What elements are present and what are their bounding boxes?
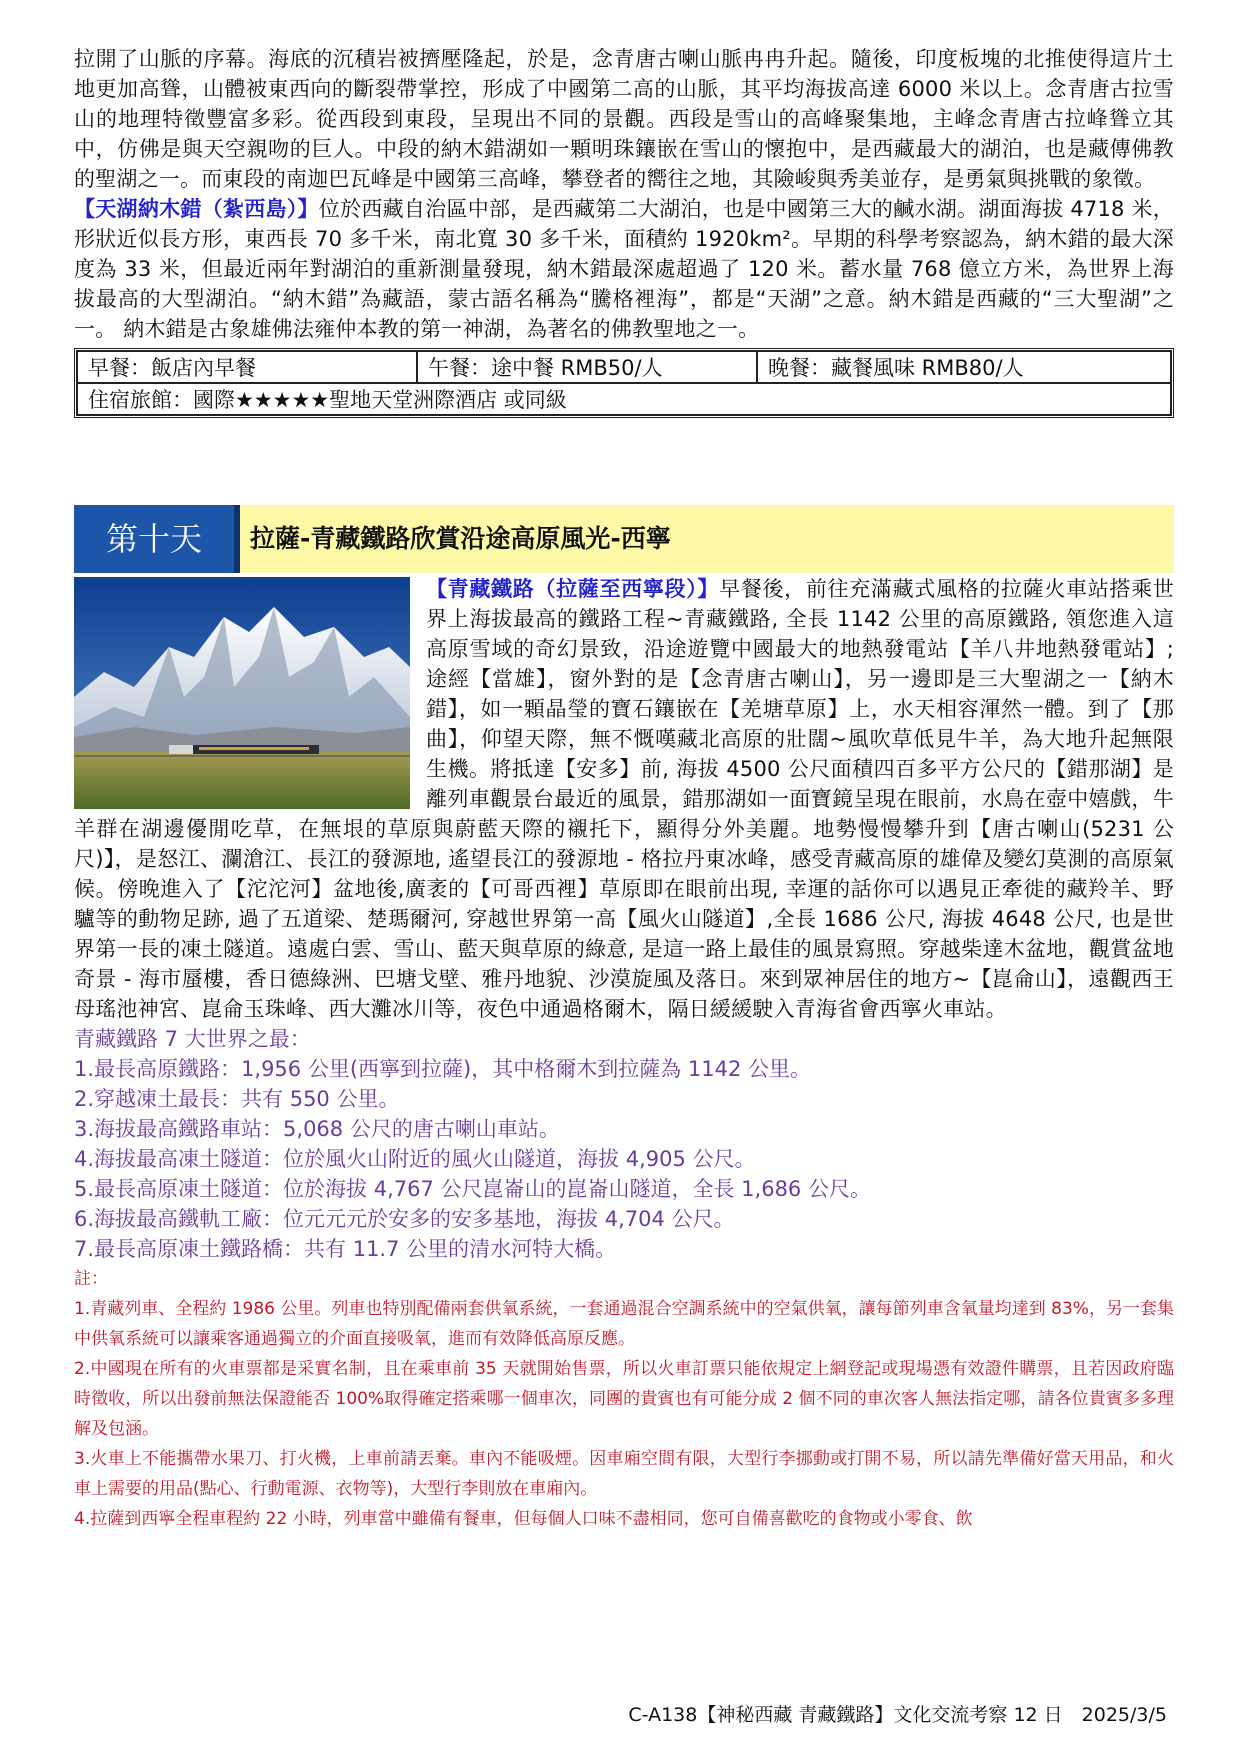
day-badge: 第十天 [74, 505, 234, 573]
namtso-text: 位於西藏自治區中部，是西藏第二大湖泊，也是中國第三大的鹹水湖。湖面海拔 4718 米，形狀近似長方形，東西長 70 多千米，南北寬 30 多千米，面積約 1920km²。早期的科學考察認為，納木錯的最大深度為 33 米，但最近兩年對湖泊的重新測量發現，納木錯最深處超過了 120 米。蓄水量 768 億立方米，為世界上海拔最高的大型湖泊。“納木錯”為藏語，蒙古語名稱為“騰格裡海”，都是“天湖”之意。納木錯是西藏的“三大聖湖”之一。 納木錯是古象雄佛法雍仲本教的第一神湖，為著名的佛教聖地之一。 [74, 197, 1175, 341]
dinner-cell: 晚餐：藏餐風味 RMB80/人 [757, 351, 1171, 383]
lunch-cell: 午餐：途中餐 RMB50/人 [417, 351, 757, 383]
record-item: 1.最長高原鐵路：1,956 公里(西寧到拉薩)，其中格爾木到拉薩為 1142 公里。 [74, 1057, 812, 1081]
day-title: 拉薩-青藏鐵路欣賞沿途高原風光-西寧 [250, 524, 671, 553]
hotel-cell: 住宿旅館：國際★★★★★聖地天堂洲際酒店 或同級 [77, 383, 1171, 415]
record-item: 7.最長高原凍土鐵路橋：共有 11.7 公里的清水河特大橋。 [74, 1237, 617, 1261]
record-item: 2.穿越凍土最長：共有 550 公里。 [74, 1087, 400, 1111]
railway-title: 【青藏鐵路（拉薩至西寧段）】 [426, 577, 720, 601]
record-item: 5.最長高原凍土隧道：位於海拔 4,767 公尺崑崙山的崑崙山隧道，全長 1,686 公尺。 [74, 1177, 871, 1201]
meals-table [74, 348, 1174, 418]
day-badge-edge [234, 505, 240, 573]
railway-section [74, 574, 1174, 1534]
record-item: 4.海拔最高凍土隧道：位於風火山附近的風火山隧道，海拔 4,905 公尺。 [74, 1147, 756, 1171]
records-heading: 青藏鐵路 7 大世界之最： [74, 1027, 311, 1051]
record-item: 3.海拔最高鐵路車站：5,068 公尺的唐古喇山車站。 [74, 1117, 560, 1141]
namtso-paragraph [74, 194, 1174, 344]
note-item: 1.青藏列車、全程約 1986 公里。列車也特別配備兩套供氧系統，一套通過混合空調系統中的空氣供氧，讓每節列車含氧量均達到 83%，另一套集中供氧系統可以讓乘客通過獨立的介面直接吸氧，進而有效降低高原反應。 [74, 1299, 1174, 1349]
railway-text: 早餐後，前往充滿藏式風格的拉薩火車站搭乘世界上海拔最高的鐵路工程~青藏鐵路, 全長 1142 公里的高原鐵路, 領您進入這高原雪域的奇幻景致，沿途遊覽中國最大的地熱發電站【羊八井地熱發電站】; 途經【當雄】，窗外對的是【念青唐古喇山】，另一邊即是三大聖湖之一【納木錯】，如一顆晶瑩的寶石鑲嵌在【羌塘草原】上，水天相容渾然一體。到了【那曲】，仰望天際，無不慨嘆藏北高原的壯闊~風吹草低見牛羊，為大地升起無限生機。將抵達【安多】前, 海拔 4500 公尺面積四百多平方公尺的【錯那湖】是離列車觀景台最近的風景，錯那湖如一面寶鏡呈現在眼前，水鳥在壺中嬉戲，牛羊群在湖邊優閒吃草，在無垠的草原與蔚藍天際的襯托下，顯得分外美麗。地勢慢慢攀升到【唐古喇山(5231 公尺)】，是怒江、瀾滄江、長江的發源地, 遙望長江的發源地 - 格拉丹東冰峰，感受青藏高原的雄偉及變幻莫測的高原氣候。傍晚進入了【沱沱河】盆地後,廣袤的【可哥西裡】草原即在眼前出現, 幸運的話你可以遇見正牽徙的藏羚羊、野驢等的動物足跡, 過了五道梁、楚瑪爾河, 穿越世界第一高【風火山隧道】,全長 1686 公尺, 海拔 4648 公尺, 也是世界第一長的凍土隧道。遠處白雲、雪山、藍天與草原的綠意, 是這一路上最佳的風景寫照。穿越柴達木盆地，觀賞盆地奇景 - 海市蜃樓，香日德綠洲、巴塘戈壁、雅丹地貌、沙漠旋風及落日。來到眾神居住的地方~【崑侖山】，遠觀西王母瑤池神宮、崑侖玉珠峰、西大灘冰川等，夜色中通過格爾木，隔日緩緩駛入青海省會西寧火車站。 [74, 577, 1174, 1021]
breakfast-cell: 早餐：飯店內早餐 [77, 351, 417, 383]
notes-heading: 註： [74, 1269, 108, 1289]
namtso-title: 【天湖納木錯（紮西島）】 [74, 197, 319, 221]
photo-spacer [74, 574, 426, 814]
intro-section [74, 44, 1174, 418]
intro-paragraph: 拉開了山脈的序幕。海底的沉積岩被擠壓隆起，於是，念青唐古喇山脈冉冉升起。隨後，印度板塊的北推使得這片土地更加高聳，山體被東西向的斷裂帶掌控，形成了中國第二高的山脈，其平均海拔高達 6000 米以上。念青唐古拉雪山的地理特徵豐富多彩。從西段到東段，呈現出不同的景觀。西段是雪山的高峰聚集地，主峰念青唐古拉峰聳立其中，仿佛是與天空親吻的巨人。中段的納木錯湖如一顆明珠鑲嵌在雪山的懷抱中，是西藏最大的湖泊，也是藏傳佛教的聖湖之一。而東段的南迦巴瓦峰是中國第三高峰，攀登者的嚮往之地，其險峻與秀美並存，是勇氣與挑戰的象徵。 [74, 47, 1174, 191]
day-header [74, 505, 1174, 573]
note-item: 3.火車上不能攜帶水果刀、打火機，上車前請丟棄。車內不能吸煙。因車廂空間有限，大型行李挪動或打開不易，所以請先準備好當天用品，和火車上需要的用品(點心、行動電源、衣物等)，大型行李則放在車廂內。 [74, 1449, 1174, 1499]
record-item: 6.海拔最高鐵軌工廠：位元元元於安多的安多基地，海拔 4,704 公尺。 [74, 1207, 735, 1231]
note-item: 2.中國現在所有的火車票都是采實名制，且在乘車前 35 天就開始售票，所以火車訂票只能依規定上網登記或現場憑有效證件購票，且若因政府臨時徵收，所以出發前無法保證能否 100%取得確定搭乘哪一個車次，同團的貴賓也有可能分成 2 個不同的車次客人無法指定哪，請各位貴賓多多理解及包涵。 [74, 1359, 1174, 1439]
page-footer: C-A138【神秘西藏 青藏鐵路】文化交流考察 12 日 2025/3/5 [628, 1704, 1167, 1726]
note-item: 4.拉薩到西寧全程車程約 22 小時，列車當中雖備有餐車，但每個人口味不盡相同，您可自備喜歡吃的食物或小零食、飲 [74, 1509, 973, 1529]
